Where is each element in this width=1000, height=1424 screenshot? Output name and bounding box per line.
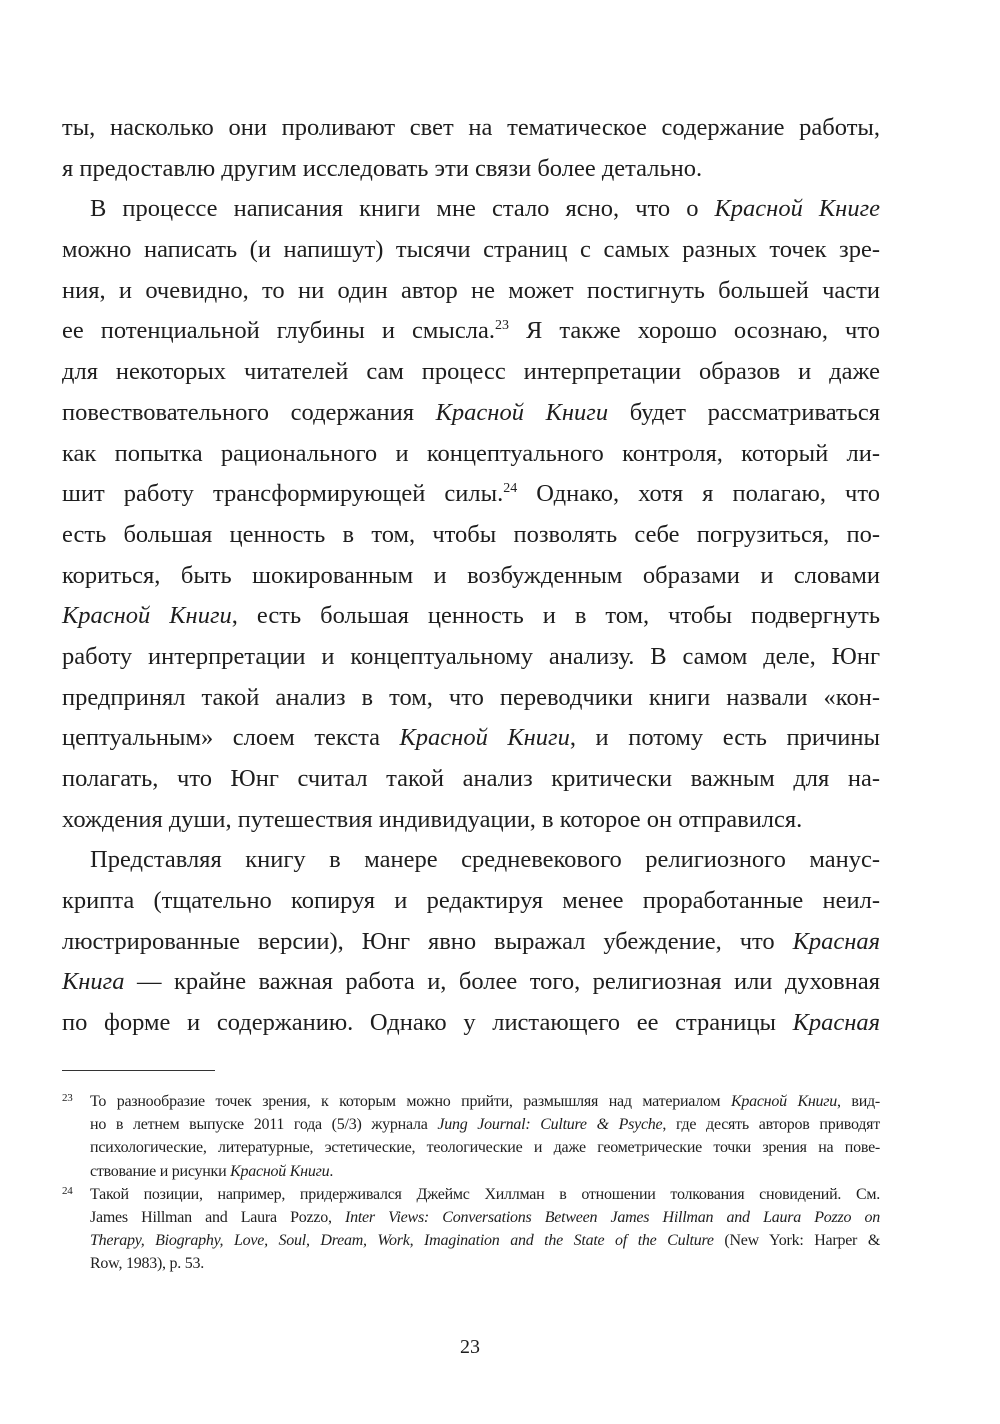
footnote-ref: 24 [503,481,518,497]
text-run: как попытка рационального и концептуального контроля, который ли- [62,439,880,467]
text-run: я предоставлю другим исследовать эти связи более детально. [62,154,703,182]
text-run: есть большая ценность в том, чтобы позволять себе погрузиться, по- [62,520,880,548]
text-run: но в летнем выпуске 2011 года (5/3) журнала [90,1116,438,1134]
text-line [62,311,880,352]
text-line [62,1136,880,1159]
italic-text: Красной Книги [399,724,570,752]
text-run: ее потенциальной глубины и смысла. [62,317,495,345]
footnote-24 [62,1183,880,1276]
text-line [62,596,880,637]
italic-text: Красной Книги [435,398,609,426]
text-run: по форме и содержанию. Однако у листающего ее страницы [62,1009,793,1037]
text-line [62,1113,880,1136]
text-line [62,840,880,881]
text-line [62,393,880,434]
text-line [62,515,880,556]
text-run: Однако, хотя я полагаю, что [517,480,881,508]
footnote-number: 24 [62,1184,73,1197]
text-line [62,556,880,597]
text-line [62,718,880,759]
text-line [62,881,880,922]
text-run: , вид- [837,1093,881,1110]
text-run: психологические, литературные, эстетические, теологические и даже геометрические точки зрения на пове- [90,1139,880,1157]
text-run: работу интерпретации и концептуальному анализу. В самом деле, Юнг [62,642,880,670]
text-run: В процессе написания книги мне стало ясно, что о [90,195,715,223]
text-run: шит работу трансформирующей силы. [62,480,504,508]
text-run: , есть большая ценность и в том, чтобы подвергнуть [231,602,881,630]
text-run: Такой позиции, например, придерживался Джеймс Хиллман в отношении толкования сновидений. См. [90,1185,880,1203]
text-line [62,474,880,515]
text-run: , и потому есть причины [569,724,880,752]
italic-text: Inter Views: Conversations Between James Hillman and Laura Pozzo on [345,1208,880,1226]
text-run: Я также хорошо осознаю, что [508,317,880,345]
text-run: повествовательного содержания [62,398,436,426]
text-run: можно написать (и напишут) тысячи страниц с самых разных точек зре- [62,236,880,264]
italic-text: Красной Книги [62,602,232,630]
text-line [62,230,880,271]
footnote-23 [62,1090,880,1183]
text-run: цептуальным» слоем текста [62,724,400,752]
italic-text: Красной Книги [230,1162,330,1180]
text-line [62,800,880,841]
text-run: хождения души, путешествия индивидуации, в которое он отправился. [62,805,803,833]
italic-text: Красной Книге [714,195,880,223]
text-line [62,1160,880,1183]
footnote-number: 23 [62,1092,73,1104]
footnote-ref: 23 [494,318,509,334]
text-run: будет рассматриваться [608,398,880,426]
italic-text: Красная [792,927,880,955]
text-run: То разнообразие точек зрения, к которым можно прийти, размышляя над материалом [90,1093,731,1110]
text-run: предпринял такой анализ в том, что переводчики книги назвали «кон- [62,683,880,711]
text-run: (New York: Harper & [713,1232,881,1250]
text-line [62,149,880,190]
text-line [62,637,880,678]
italic-text: Jung Journal: Culture & Psyche [437,1116,663,1134]
text-line [62,922,880,963]
text-line [62,1206,880,1229]
footnote-divider [62,1070,215,1071]
text-run: Представляя книгу в манере средневекового религиозного манус- [90,846,880,874]
italic-text: Красной Книги [730,1093,838,1110]
text-run: ствование и рисунки [90,1162,231,1180]
text-line [62,678,880,719]
text-run: Row, 1983), p. 53. [90,1255,205,1273]
text-line [62,434,880,475]
text-line [62,1003,880,1044]
text-line [62,1229,880,1252]
text-line [62,189,880,230]
text-run: ния, и очевидно, то ни один автор не может постигнуть большей части [62,276,880,304]
italic-text: Therapy, Biography, Love, Soul, Dream, Work, Imagination and the State of the Culture [90,1232,714,1250]
italic-text: Красная [792,1009,880,1037]
page-number: 23 [460,1336,480,1358]
text-run: ты, насколько они проливают свет на тематическое содержание работы, [62,114,880,141]
text-run: . [329,1162,334,1180]
text-line [62,962,880,1003]
text-run: люстрированные версии), Юнг явно выражал убеждение, что [62,927,793,955]
text-run: для некоторых читателей сам процесс интерпретации образов и даже [62,358,880,386]
text-line [62,1252,880,1275]
text-line [62,1183,880,1206]
text-run: James Hillman and Laura Pozzo, [90,1208,345,1226]
text-run: кориться, быть шокированным и возбужденным образами и словами [62,561,880,589]
text-line [62,1090,880,1113]
text-run: — крайне важная работа и, более того, религиозная или духовная [124,968,880,996]
text-run: полагать, что Юнг считал такой анализ критически важным для на- [62,765,880,792]
text-line [62,271,880,312]
text-line [62,108,880,149]
footnotes [62,1090,880,1276]
text-line [62,759,880,800]
text-run: крипта (тщательно копируя и редактируя менее проработанные неил- [62,887,880,915]
text-line [62,352,880,393]
body-text [62,108,880,1044]
italic-text: Книга [62,968,125,996]
text-run: , где десять авторов приводят [662,1116,881,1134]
